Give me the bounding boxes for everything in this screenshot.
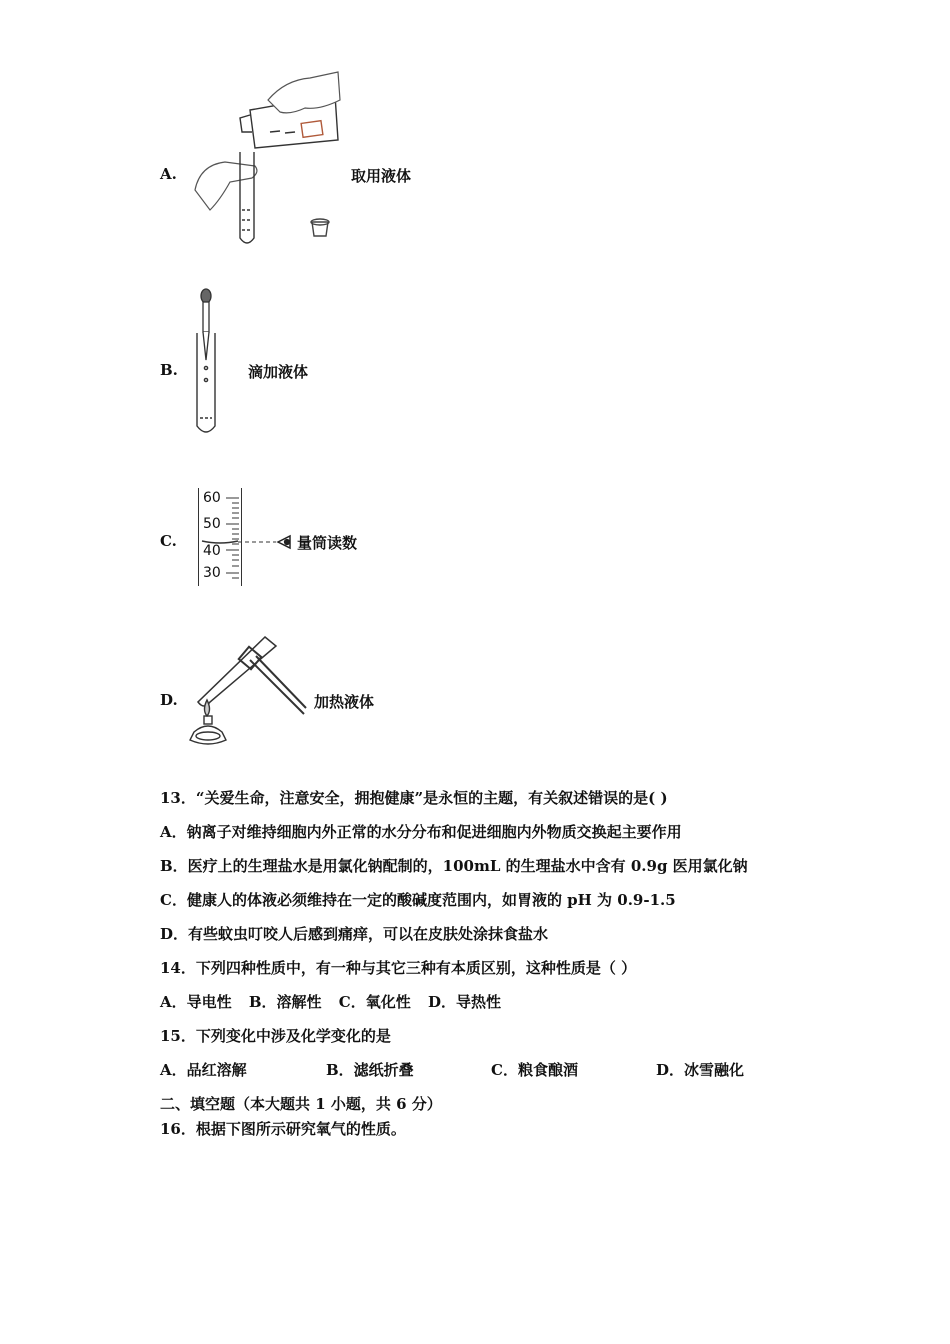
question-14-option-b: B．溶解性	[248, 993, 322, 1011]
question-14-stem: 14．下列四种性质中，有一种与其它三种有本质区别，这种性质是（ ）	[160, 959, 637, 977]
option-c-label: 量筒读数	[297, 534, 358, 552]
option-a-letter: A.	[160, 165, 177, 183]
cylinder-tick-label: 30	[203, 565, 221, 581]
eye-icon	[278, 536, 290, 548]
question-15-stem: 15．下列变化中涉及化学变化的是	[160, 1027, 391, 1045]
dropper-illustration	[192, 288, 222, 438]
cylinder-tick-label: 60	[203, 490, 221, 506]
question-15-option-a: A．品红溶解	[160, 1061, 247, 1079]
stopper-icon	[311, 219, 329, 236]
test-tube-icon	[198, 637, 276, 706]
question-14-option-a: A．导电性	[160, 993, 232, 1011]
question-13-option-b: B．医疗上的生理盐水是用氯化钠配制的，100mL 的生理盐水中含有 0.9g 医用氯化钠	[160, 857, 748, 875]
option-d-letter: D.	[160, 691, 178, 709]
question-15-option-d: D．冰雪融化	[656, 1061, 745, 1079]
option-c-letter: C.	[160, 532, 177, 550]
question-14-option-d: D．导热性	[427, 993, 501, 1011]
option-b-letter: B.	[160, 361, 178, 379]
question-13-option-a: A．钠离子对维持细胞内外正常的水分分布和促进细胞内外物质交换起主要作用	[160, 823, 682, 841]
option-a-label: 取用液体	[351, 167, 412, 185]
cylinder-tick-label: 40	[203, 543, 221, 559]
question-14-option-c: C．氧化性	[338, 993, 411, 1011]
pour-liquid-illustration	[190, 70, 340, 250]
question-13-option-c: C．健康人的体液必须维持在一定的酸碱度范围内，如胃液的 pH 为 0.9-1.5	[160, 891, 676, 909]
question-13-option-d: D．有些蚊虫叮咬人后感到痛痒，可以在皮肤处涂抹食盐水	[160, 925, 549, 943]
question-15-option-b: B．滤纸折叠	[326, 1061, 414, 1079]
question-13-stem: 13．“关爱生命，注意安全，拥抱健康”是永恒的主题，有关叙述错误的是( )	[160, 789, 668, 807]
dropper-icon	[201, 289, 211, 360]
hand-icon	[268, 72, 340, 113]
cylinder-tick-label: 50	[203, 516, 221, 532]
hand-icon	[195, 162, 257, 210]
section-2-title: 二、填空题（本大题共 1 小题，共 6 分）	[160, 1095, 442, 1113]
question-15-option-c: C．粮食酿酒	[491, 1061, 578, 1079]
option-b-label: 滴加液体	[248, 363, 309, 381]
question-14-options	[160, 991, 501, 1012]
alcohol-lamp-icon	[190, 700, 226, 744]
sight-line	[202, 536, 297, 550]
question-16-stem: 16．根据下图所示研究氧气的性质。	[160, 1120, 406, 1138]
heating-liquid-illustration	[190, 632, 310, 747]
option-d-label: 加热液体	[314, 693, 375, 711]
